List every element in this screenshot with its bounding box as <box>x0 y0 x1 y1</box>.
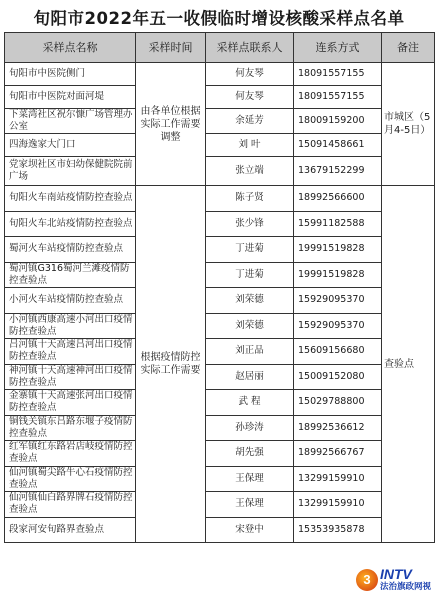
contact-person-cell: 张立端 <box>206 157 294 186</box>
intv-logo-icon: 3 <box>356 569 378 591</box>
contact-person-cell: 何友琴 <box>206 86 294 109</box>
phone-cell: 13299159910 <box>294 492 382 518</box>
phone-cell: 15991182588 <box>294 211 382 237</box>
note-cell: 市城区（5月4-5日） <box>382 63 435 186</box>
table-header-row <box>5 33 435 63</box>
sampling-time-cell: 根据疫情防控实际工作需要 <box>136 186 206 543</box>
header-contact: 采样点联系人 <box>206 33 294 63</box>
site-name-cell: 铜钱关镇东吕路东堰子疫情防控查验点 <box>5 415 136 441</box>
phone-cell: 18992536612 <box>294 415 382 441</box>
table-row <box>5 134 435 157</box>
page-title: 旬阳市2022年五一收假临时增设核酸采样点名单 <box>33 9 405 28</box>
table-row <box>5 339 435 365</box>
contact-person-cell: 武 程 <box>206 390 294 416</box>
sampling-sites-table <box>4 32 435 543</box>
phone-cell: 13299159910 <box>294 466 382 492</box>
table-row <box>5 466 435 492</box>
site-name-cell: 蜀河镇G316蜀河兰滩疫情防控查验点 <box>5 262 136 288</box>
site-name-cell: 神河镇十天高速神河出口疫情防控查验点 <box>5 364 136 390</box>
table-row <box>5 313 435 339</box>
site-name-cell: 小河火车站疫情防控查验点 <box>5 288 136 314</box>
header-site-name: 采样点名称 <box>5 33 136 63</box>
site-name-cell: 吕河镇十天高速吕河出口疫情防控查验点 <box>5 339 136 365</box>
site-name-cell: 旬阳市中医院侧门 <box>5 63 136 86</box>
phone-cell: 18091557155 <box>294 63 382 86</box>
phone-cell: 19991519828 <box>294 262 382 288</box>
contact-person-cell: 孙珍涛 <box>206 415 294 441</box>
contact-person-cell: 刘正品 <box>206 339 294 365</box>
note-cell: 查验点 <box>382 186 435 543</box>
site-name-cell: 仙河镇仙白路界牌石疫情防控查验点 <box>5 492 136 518</box>
phone-cell: 18009159200 <box>294 109 382 134</box>
table-row <box>5 63 435 86</box>
contact-person-cell: 陈子贤 <box>206 186 294 212</box>
intv-watermark <box>356 562 436 598</box>
phone-cell: 15029788800 <box>294 390 382 416</box>
site-name-cell: 旬阳火车南站疫情防控查验点 <box>5 186 136 212</box>
site-name-cell: 红军镇红东路岩店岐疫情防控查验点 <box>5 441 136 467</box>
table-row <box>5 211 435 237</box>
contact-person-cell: 王保理 <box>206 466 294 492</box>
table-row <box>5 157 435 186</box>
table-row <box>5 492 435 518</box>
phone-cell: 15353935878 <box>294 517 382 543</box>
table-row <box>5 86 435 109</box>
site-name-cell: 四海逸家大门口 <box>5 134 136 157</box>
site-name-cell: 蜀河火车站疫情防控查验点 <box>5 237 136 263</box>
header-time: 采样时间 <box>136 33 206 63</box>
site-name-cell: 小河镇西康高速小河出口疫情防控查验点 <box>5 313 136 339</box>
site-name-cell: 仙河镇蜀尖路牛心石疫情防控查验点 <box>5 466 136 492</box>
contact-person-cell: 刘荣德 <box>206 313 294 339</box>
phone-cell: 15929095370 <box>294 313 382 339</box>
sampling-time-cell: 由各单位根据实际工作需要调整 <box>136 63 206 186</box>
table-row <box>5 441 435 467</box>
phone-cell: 18091557155 <box>294 86 382 109</box>
table-row <box>5 415 435 441</box>
table-row <box>5 390 435 416</box>
header-phone: 连系方式 <box>294 33 382 63</box>
phone-cell: 18992566600 <box>294 186 382 212</box>
site-name-cell: 下菜湾社区祝尔慷广场管理办公室 <box>5 109 136 134</box>
contact-person-cell: 宋登中 <box>206 517 294 543</box>
contact-person-cell: 胡先强 <box>206 441 294 467</box>
table-row <box>5 517 435 543</box>
contact-person-cell: 刘荣德 <box>206 288 294 314</box>
phone-cell: 15929095370 <box>294 288 382 314</box>
site-name-cell: 金寨镇十天高速张河出口疫情防控查验点 <box>5 390 136 416</box>
contact-person-cell: 王保理 <box>206 492 294 518</box>
watermark-caption: 法治旗政网视 <box>380 582 432 592</box>
table-row <box>5 262 435 288</box>
phone-cell: 19991519828 <box>294 237 382 263</box>
contact-person-cell: 余延芳 <box>206 109 294 134</box>
phone-cell: 15091458661 <box>294 134 382 157</box>
table-row <box>5 186 435 212</box>
watermark-brand: INTV <box>380 566 412 582</box>
table-row <box>5 237 435 263</box>
contact-person-cell: 丁进菊 <box>206 262 294 288</box>
contact-person-cell: 张少锋 <box>206 211 294 237</box>
table-row <box>5 109 435 134</box>
contact-person-cell: 赵居丽 <box>206 364 294 390</box>
site-name-cell: 段家河安旬路界查验点 <box>5 517 136 543</box>
phone-cell: 15009152080 <box>294 364 382 390</box>
phone-cell: 15609156680 <box>294 339 382 365</box>
header-note: 备注 <box>382 33 435 63</box>
contact-person-cell: 刘 叶 <box>206 134 294 157</box>
phone-cell: 13679152299 <box>294 157 382 186</box>
site-name-cell: 旬阳火车北站疫情防控查验点 <box>5 211 136 237</box>
table-row <box>5 364 435 390</box>
contact-person-cell: 何友琴 <box>206 63 294 86</box>
table-row <box>5 288 435 314</box>
contact-person-cell: 丁进菊 <box>206 237 294 263</box>
site-name-cell: 党家坝社区市妇幼保健院院前广场 <box>5 157 136 186</box>
phone-cell: 18992566767 <box>294 441 382 467</box>
site-name-cell: 旬阳市中医院对面河堤 <box>5 86 136 109</box>
